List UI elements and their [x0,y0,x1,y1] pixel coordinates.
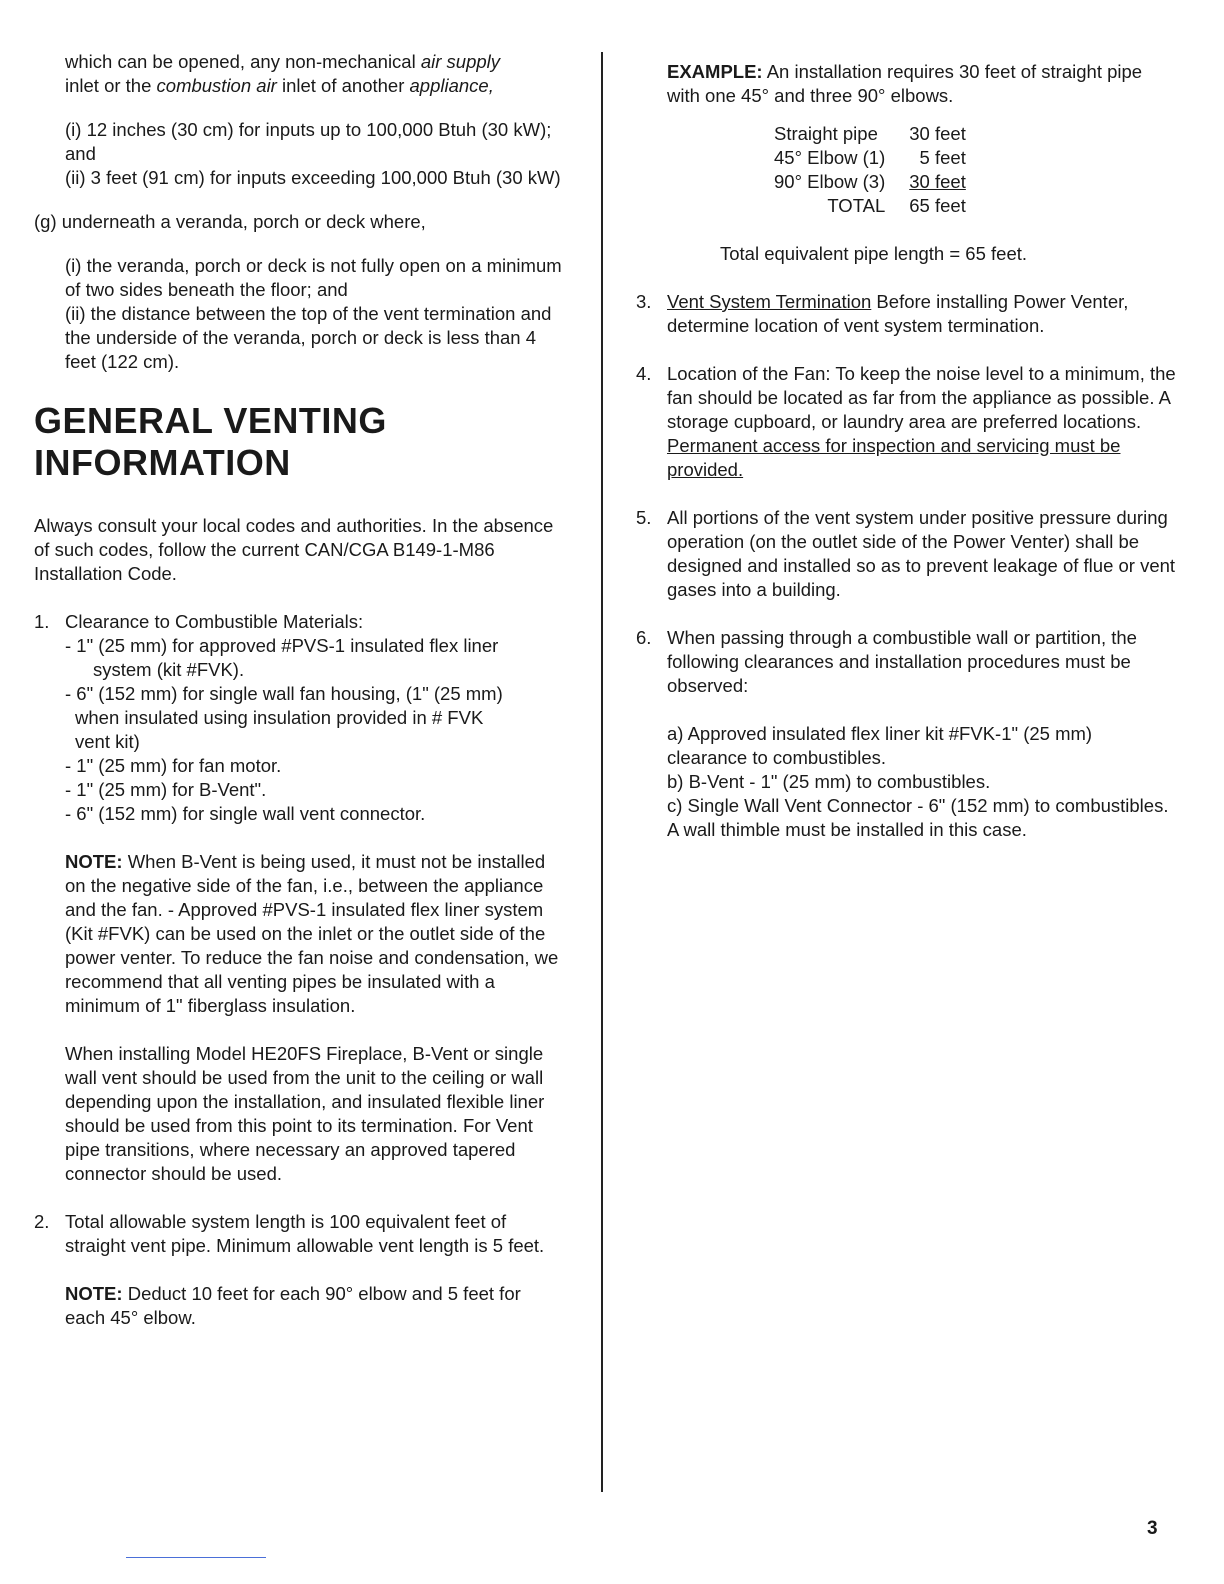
section-heading: GENERAL VENTING INFORMATION [34,400,387,483]
fan-location-text: Location of the Fan: To keep the noise level to a minimum, the fan should be located as far from the appliance as possible. A storage cupboard, or laundry area are preferred locations. [667,363,1176,432]
access-requirement: Permanent access for inspection and servicing must be provided. [667,435,1121,480]
list-item-3 [636,290,1176,338]
list-number: 3. [636,291,652,312]
table-cell-value: 65 feet [909,195,966,216]
note-elbow-deduction: NOTE: Deduct 10 feet for each 90° elbow and 5 feet for each 45° elbow. [65,1283,521,1328]
list-item-1 [34,610,564,826]
list-number: 2. [34,1211,50,1232]
table-cell-label: 45° Elbow (1) [774,147,886,168]
table-row [774,170,974,194]
vent-termination-text: Vent System Termination Before installing Power Venter, determine location of vent system termination. [667,291,1129,336]
item-g: (g) underneath a veranda, porch or deck where, [34,211,426,232]
table-row [774,194,974,218]
clearance-vent-connector: - 6" (152 mm) for single wall vent connector. [65,803,426,824]
table-cell-label: TOTAL [827,195,886,216]
list-item-2 [34,1210,564,1258]
clearance-flex-liner: - 1" (25 mm) for approved #PVS-1 insulated flex liner system (kit #FVK). [65,635,499,680]
total-equivalent-length: Total equivalent pipe length = 65 feet. [720,243,1028,264]
table-cell-value: 5 feet [919,147,966,168]
wall-passage-text: When passing through a combustible wall or partition, the following clearances and installation procedures must be observed: [667,627,1137,696]
clearance-b-vent: - 1" (25 mm) for B-Vent". [65,779,267,800]
table-cell-label: Straight pipe [774,123,878,144]
continuation-text: which can be opened, any non-mechanical air supply inlet or the combustion air inlet of another appliance, [65,51,501,96]
column-divider [601,52,603,1492]
he20fs-paragraph: When installing Model HE20FS Fireplace, B-Vent or single wall vent should be used from the unit to the ceiling or wall depending upon the installation, and insulated flexible liner should be used from this point to its termination. For Vent pipe transitions, where necessary an approved tapered connector should be used. [65,1043,545,1184]
clearance-title: Clearance to Combustible Materials: [65,611,364,632]
list-item-5 [636,506,1176,602]
table-row [774,146,974,170]
table-cell-label: 90° Elbow (3) [774,171,886,192]
list-number: 5. [636,507,652,528]
system-length-text: Total allowable system length is 100 equivalent feet of straight vent pipe. Minimum allowable vent length is 5 feet. [65,1211,545,1256]
list-item-4 [636,362,1176,482]
pipe-length-table [774,122,974,218]
left-column [34,50,564,1330]
table-cell-value: 30 feet [909,123,966,144]
clearance-sub-i: (i) 12 inches (30 cm) for inputs up to 100,000 Btuh (30 kW); and [65,119,552,164]
table-row [774,122,974,146]
right-column [636,60,1176,842]
item-g-sub-ii: (ii) the distance between the top of the vent termination and the underside of the veranda, porch or deck is less than 4 feet (122 cm). [65,303,552,372]
clearance-fan-motor: - 1" (25 mm) for fan motor. [65,755,282,776]
note-b-vent: NOTE: When B-Vent is being used, it must not be installed on the negative side of the fan, i.e., between the appliance and the fan. - Approved #PVS-1 insulated flex liner system (Kit #FVK) can be used on the inlet or the outlet side of the power venter. To reduce the fan noise and condensation, we recommend that all venting pipes be insulated with a minimum of 1" fiberglass insulation. [65,851,559,1016]
item-g-sub-i: (i) the veranda, porch or deck is not fully open on a minimum of two sides beneath the floor; and [65,255,562,300]
clearance-fan-housing: - 6" (152 mm) for single wall fan housing, (1" (25 mm) when insulated using insulation provided in # FVK vent kit) [65,683,503,752]
clearance-sub-ii: (ii) 3 feet (91 cm) for inputs exceeding 100,000 Btuh (30 kW) [65,167,561,188]
list-number: 6. [636,627,652,648]
list-number: 4. [636,363,652,384]
wall-clearance-a: a) Approved insulated flex liner kit #FVK-1" (25 mm) clearance to combustibles. [667,723,1093,768]
intro-paragraph: Always consult your local codes and authorities. In the absence of such codes, follow the current CAN/CGA B149-1-M86 Installation Code. [34,515,554,584]
footer-rule [126,1557,266,1558]
list-number: 1. [34,611,50,632]
positive-pressure-text: All portions of the vent system under positive pressure during operation (on the outlet side of the Power Venter) shall be designed and installed so as to prevent leakage of flue or vent gases into a building. [667,507,1176,600]
example-paragraph: EXAMPLE: An installation requires 30 feet of straight pipe with one 45° and three 90° elbows. [667,61,1143,106]
wall-clearance-c: c) Single Wall Vent Connector - 6" (152 mm) to combustibles. A wall thimble must be installed in this case. [667,795,1169,840]
table-cell-value: 30 feet [909,171,966,192]
page-number: 3 [1147,1518,1158,1539]
list-item-6 [636,626,1176,842]
wall-clearance-b: b) B-Vent - 1" (25 mm) to combustibles. [667,771,991,792]
